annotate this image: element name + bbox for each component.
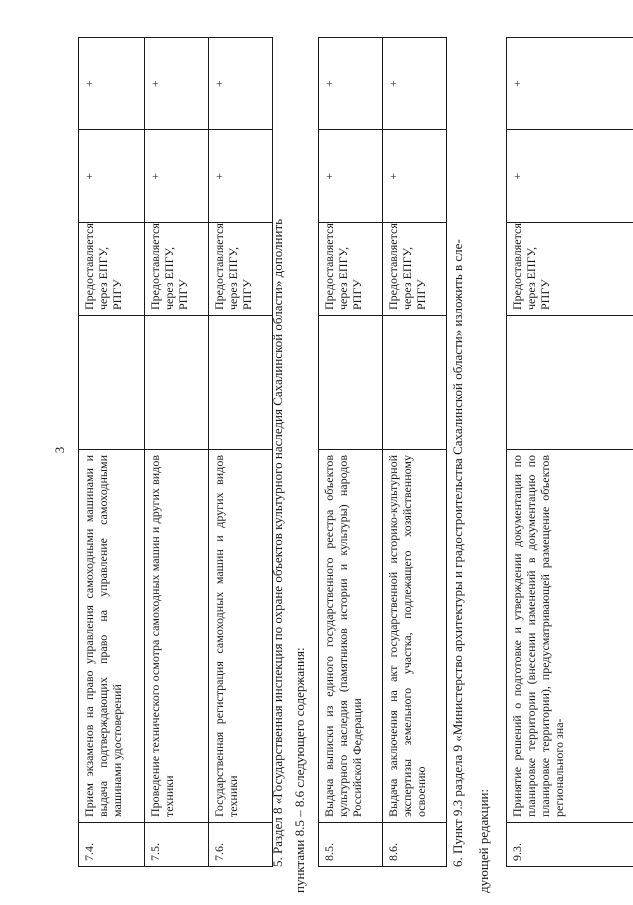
plus-mark: +: [145, 38, 209, 131]
empty-cell: [209, 316, 273, 450]
provision-method: Предоставляется через ЕПГУ, РПГУ: [507, 223, 633, 316]
table-row: [209, 38, 273, 867]
row-number: 7.6.: [209, 823, 273, 867]
empty-cell: [79, 316, 145, 450]
plus-mark: +: [507, 130, 633, 223]
row-number: 8.5.: [319, 823, 383, 867]
paragraph-5-line-2: пунктами 8.5 – 8.6 следующего содержания:: [292, 647, 307, 893]
plus-mark: +: [209, 38, 273, 131]
service-name: Государственная регистрация самоходных машин и других видов техники: [209, 450, 273, 823]
table-row: [79, 38, 145, 867]
paragraph-5-line-1: 5. Раздел 8 «Государственная инспекция по охране объектов культурного наследия Сахалинской области» дополнить: [270, 218, 285, 867]
empty-cell: [145, 316, 209, 450]
plus-mark: +: [79, 38, 145, 131]
row-number: 8.6.: [383, 823, 447, 867]
plus-mark: +: [383, 130, 447, 223]
service-name: Выдача выписки из единого государственного реестра объектов культурного наследия (памятников истории и культуры) народов Российской Федерации: [319, 450, 383, 823]
provision-method: Предоставляется через ЕПГУ, РПГУ: [145, 223, 209, 316]
service-name: Принятие решений о подготовке и утверждении документации по планировке территории (внесении изменений в документацию по планировке территории), предусматривающей размещение объектов регионального зна-: [507, 450, 633, 823]
row-number: 9.3.: [507, 823, 633, 867]
plus-mark: +: [319, 130, 383, 223]
provision-method: Предоставляется через ЕПГУ, РПГУ: [383, 223, 447, 316]
service-name: Выдача заключения на акт государственной историко-культурной экспертизы земельного участка, подлежащего хозяйственному освоению: [383, 450, 447, 823]
row-number: 7.5.: [145, 823, 209, 867]
table-row: [383, 38, 447, 867]
plus-mark: +: [79, 130, 145, 223]
table-row: [507, 38, 633, 867]
table-row: [145, 38, 209, 867]
plus-mark: +: [145, 130, 209, 223]
service-name: Проведение технического осмотра самоходных машин и других видов техники: [145, 450, 209, 823]
provision-method: Предоставляется через ЕПГУ, РПГУ: [209, 223, 273, 316]
provision-method: Предоставляется через ЕПГУ, РПГУ: [79, 223, 145, 316]
plus-mark: +: [319, 38, 383, 131]
service-name: Прием экзаменов на право управления самоходными машинами и выдача подтверждающих право на управление самоходными машинами удостоверений: [79, 450, 145, 823]
empty-cell: [319, 316, 383, 450]
services-table-section-8: [318, 37, 447, 867]
paragraph-6-line-2: дующей редакции:: [476, 788, 491, 893]
services-table-section-9: [506, 37, 633, 867]
plus-mark: +: [209, 130, 273, 223]
services-table-section-7: [78, 37, 273, 867]
table-row: [319, 38, 383, 867]
plus-mark: +: [507, 38, 633, 131]
row-number: 7.4.: [79, 823, 145, 867]
empty-cell: [383, 316, 447, 450]
empty-cell: [507, 316, 633, 450]
page-number: 3: [52, 446, 67, 454]
paragraph-6-line-1: 6. Пункт 9.3 раздела 9 «Министерство архитектуры и градостроительства Сахалинской области» изложить в сле-: [450, 239, 465, 867]
plus-mark: +: [383, 38, 447, 131]
provision-method: Предоставляется через ЕПГУ, РПГУ: [319, 223, 383, 316]
